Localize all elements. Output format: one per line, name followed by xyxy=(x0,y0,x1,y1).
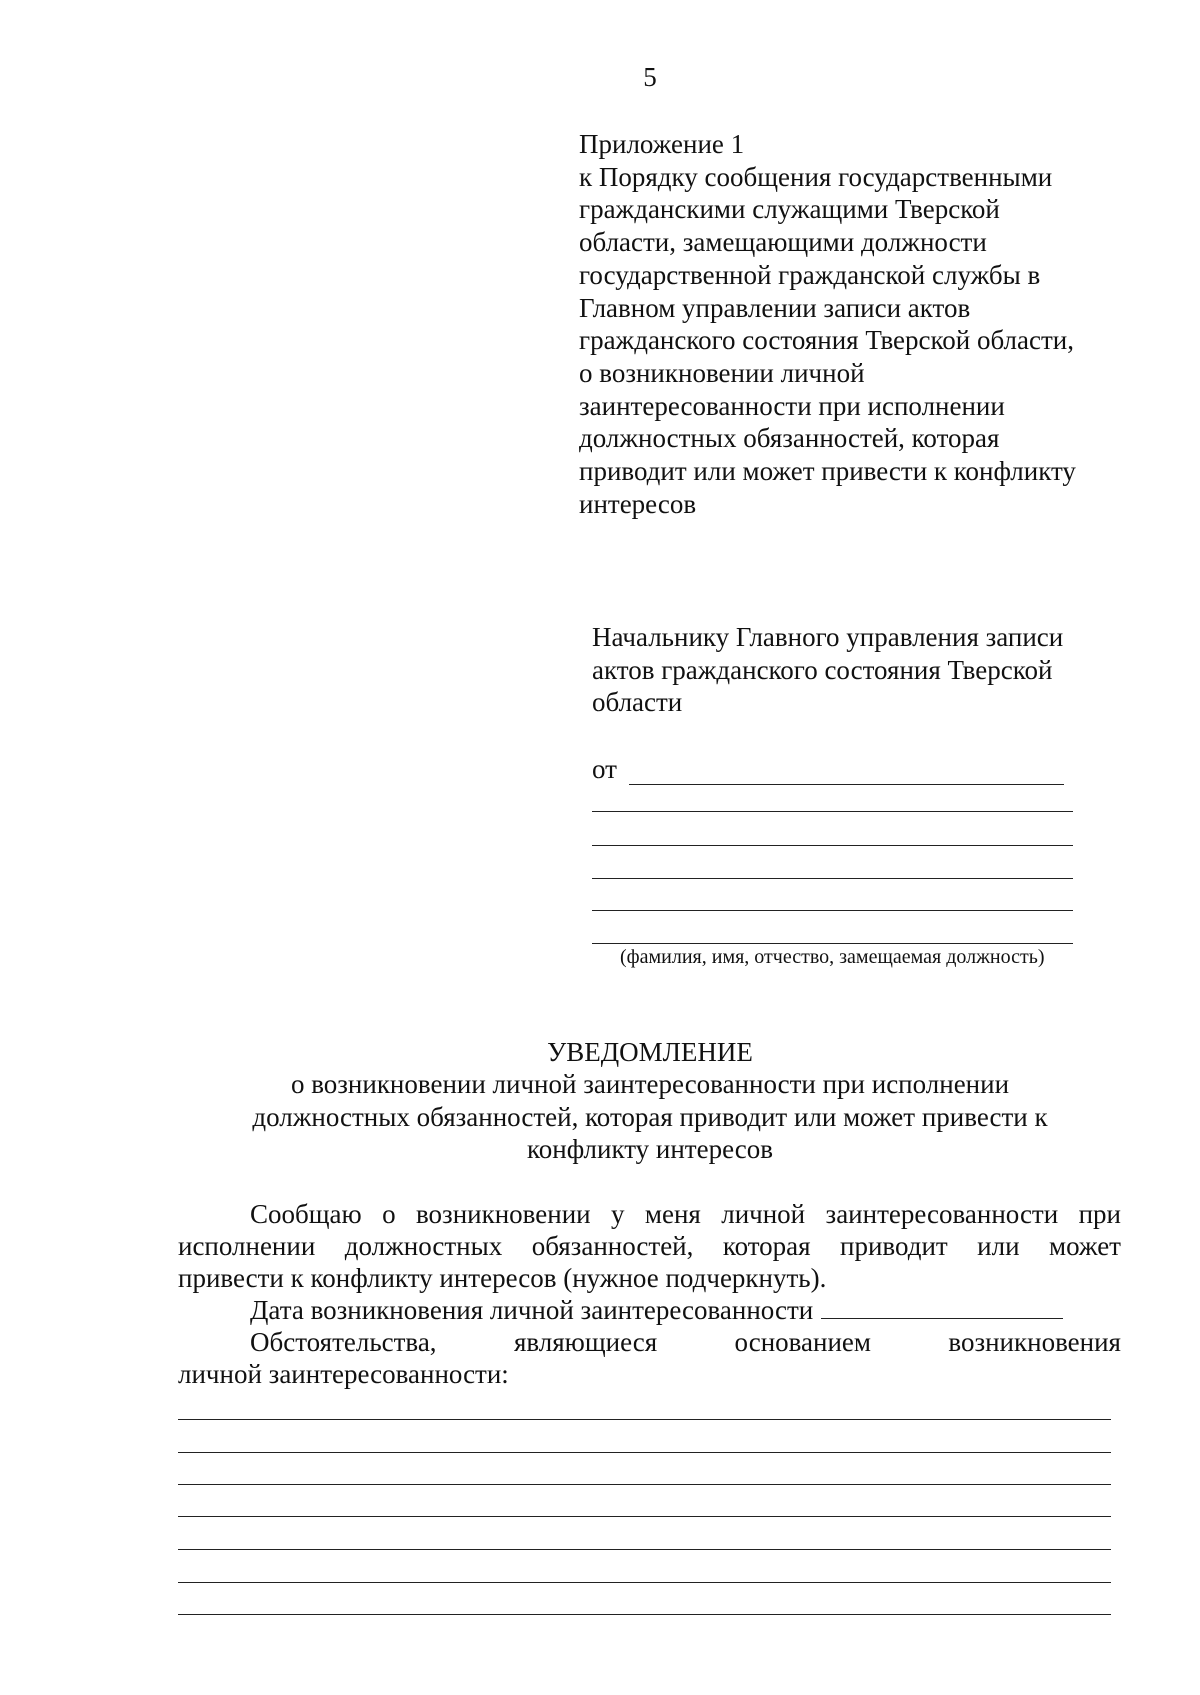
from-field-line[interactable] xyxy=(592,878,1073,879)
appendix-line: приводит или может привести к конфликту xyxy=(579,456,1076,487)
date-label: Дата возникновения личной заинтересованности xyxy=(250,1295,814,1325)
circumstances-field-line[interactable] xyxy=(178,1582,1111,1583)
date-field[interactable] xyxy=(821,1294,1063,1319)
paragraph-line: Сообщаю о возникновении у меня личной заинтересованности при xyxy=(250,1199,1121,1229)
notice-subtitle-line: о возникновении личной заинтересованности при исполнении xyxy=(290,1069,1010,1099)
paragraph-line: исполнении должностных обязанностей, которая приводит или может xyxy=(178,1231,1121,1261)
addressee-block xyxy=(592,621,1112,719)
appendix-header xyxy=(579,128,1139,520)
appendix-line: области, замещающими должности xyxy=(579,227,987,258)
from-label: от xyxy=(592,754,617,784)
from-field-caption: (фамилия, имя, отчество, замещаемая должность) xyxy=(620,946,1045,968)
appendix-line: гражданского состояния Тверской области, xyxy=(579,325,1074,356)
circumstances-field-line[interactable] xyxy=(178,1484,1111,1485)
from-field-line[interactable] xyxy=(592,943,1073,944)
notice-subtitle xyxy=(0,1068,1200,1166)
paragraph-line: личной заинтересованности: xyxy=(178,1359,509,1389)
circumstances-field-line[interactable] xyxy=(178,1419,1111,1420)
circumstances-field-line[interactable] xyxy=(178,1614,1111,1615)
paragraph-line: привести к конфликту интересов (нужное подчеркнуть). xyxy=(178,1263,827,1293)
appendix-line: государственной гражданской службы в xyxy=(579,259,1041,290)
appendix-line: должностных обязанностей, которая xyxy=(579,423,1000,454)
circumstances-field-line[interactable] xyxy=(178,1452,1111,1453)
appendix-line: к Порядку сообщения государственными xyxy=(579,161,1053,192)
notice-title: УВЕДОМЛЕНИЕ xyxy=(547,1037,753,1067)
appendix-line: интересов xyxy=(579,488,697,519)
addressee-line: области xyxy=(592,687,683,717)
circumstances-field-line[interactable] xyxy=(178,1516,1111,1517)
from-field-line[interactable] xyxy=(592,845,1073,846)
notice-subtitle-line: конфликту интересов xyxy=(527,1134,773,1164)
date-row xyxy=(250,1294,1063,1326)
from-row xyxy=(592,753,1072,785)
from-field-line[interactable] xyxy=(592,910,1073,911)
from-name-field[interactable] xyxy=(629,758,1064,785)
addressee-line: Начальнику Главного управления записи xyxy=(592,622,1064,652)
page-number: 5 xyxy=(643,62,657,92)
appendix-line: Главном управлении записи актов xyxy=(579,292,971,323)
notice-subtitle-line: должностных обязанностей, которая приводит или может привести к xyxy=(252,1101,1048,1132)
appendix-line: гражданскими служащими Тверской xyxy=(579,194,1000,225)
circumstances-field-line[interactable] xyxy=(178,1549,1111,1550)
paragraph-line: Обстоятельства, являющиеся основанием возникновения xyxy=(250,1327,1121,1357)
appendix-line: о возникновении личной xyxy=(579,357,865,388)
appendix-line: Приложение 1 xyxy=(579,129,745,159)
appendix-line: заинтересованности при исполнении xyxy=(579,390,1005,421)
from-field-line[interactable] xyxy=(592,811,1073,812)
addressee-line: актов гражданского состояния Тверской xyxy=(592,654,1053,685)
